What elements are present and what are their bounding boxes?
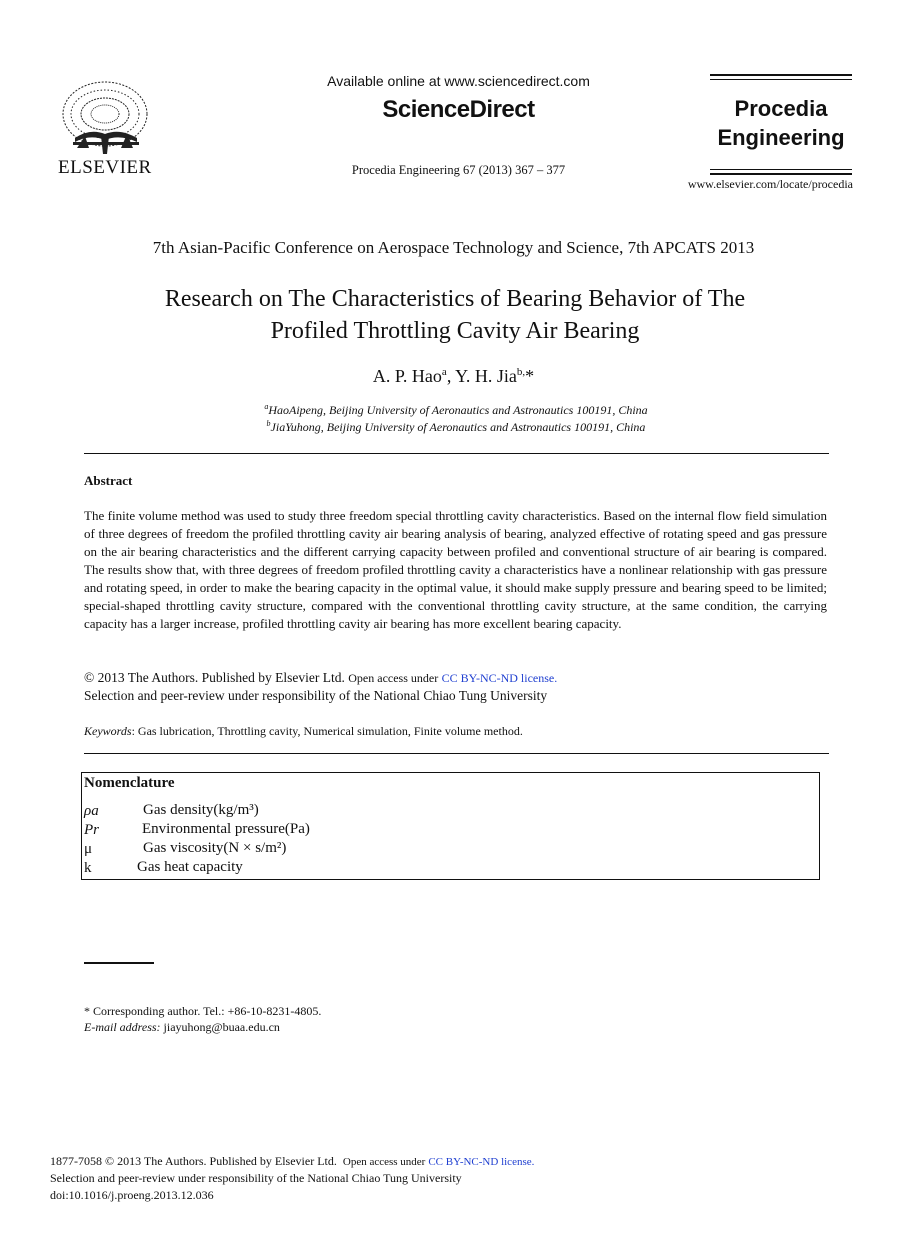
nomenclature-definition: Gas density(kg/m³) <box>143 802 259 818</box>
author-email: E-mail address: jiayuhong@buaa.edu.cn <box>84 1020 280 1034</box>
nomenclature-symbol: k <box>84 860 92 876</box>
footer-license-link[interactable]: CC BY-NC-ND license. <box>428 1156 535 1168</box>
conference-name: 7th Asian-Pacific Conference on Aerospace Technology and Science, 7th APCATS 2013 <box>152 238 755 257</box>
nomenclature-definition: Environmental pressure(Pa) <box>142 821 310 837</box>
corresponding-author: * Corresponding author. Tel.: +86-10-8231-4805. <box>84 1004 322 1018</box>
available-online: Available online at www.sciencedirect.com <box>327 73 590 89</box>
platform-name: ScienceDirect <box>382 96 535 123</box>
nomenclature-symbol: Pr <box>84 822 99 838</box>
footer-review: Selection and peer-review under responsibility of the National Chiao Tung University <box>50 1171 462 1185</box>
keywords: Keywords: Gas lubrication, Throttling cavity, Numerical simulation, Finite volume method. <box>84 724 523 738</box>
nomenclature-definition: Gas heat capacity <box>137 859 243 875</box>
publisher-name: ELSEVIER <box>58 157 152 178</box>
license-link[interactable]: CC BY-NC-ND license. <box>441 671 558 685</box>
footnote-rule <box>84 962 154 964</box>
section-divider <box>84 453 829 454</box>
affiliation: $^b$JiaYuhong, Beijing University of Aeronautics and Astronautics 100191, China <box>266 419 646 434</box>
journal-rule <box>710 74 852 76</box>
nomenclature-heading: Nomenclature <box>84 775 175 791</box>
affiliation: $^a$HaoAipeng, Beijing University of Aeronautics and Astronautics 100191, China <box>264 402 648 417</box>
section-divider <box>84 753 829 754</box>
journal-title: Procedia Engineering <box>717 96 845 150</box>
abstract-heading: Abstract <box>84 473 133 488</box>
nomenclature-definition: Gas viscosity(N × s/m²) <box>143 840 287 856</box>
doi[interactable]: doi:10.1016/j.proeng.2013.12.036 <box>50 1188 214 1202</box>
paper-title: Research on The Characteristics of Bearing Behavior of The Profiled Throttling Cavity Air Bearing <box>164 286 746 344</box>
footer-copyright: 1877-7058 © 2013 The Authors. Published by Elsevier Ltd. Open access under CC BY-NC-ND license. <box>50 1154 535 1168</box>
journal-rule <box>710 79 852 80</box>
nomenclature-symbol: μ <box>84 841 93 857</box>
journal-citation: Procedia Engineering 67 (2013) 367 – 377 <box>351 163 566 177</box>
copyright-notice: © 2013 The Authors. Published by Elsevier Ltd. Open access under CC BY-NC-ND license. Selection and peer-review under responsibility of the National Chiao Tung University <box>84 670 558 703</box>
abstract-text: The finite volume method was used to study three freedom special throttling cavity characteristics. Based on the internal flow field simulation of three degrees of freedom the profiled throttling cavity air bearing analysis of bearing, analyzed effective of rotating speed and gas pressure on the air bearing characteristics and the different carrying capacity between profiled and conventional structure of air bearing is compared. The results show that, with three degrees of freedom profiled throttling cavity a characteristics have a nonlinear relationship with gas pressure and rotating speed, in order to make the bearing capacity in the optimal value, it should make supply pressure and bearing speed to be limited; special-shaped throttling cavity structure, compared with the conventional throttling cavity structure, at the same condition, the carrying capacity has a larger increase, profiled throttling cavity air bearing has more excellent bearing capacity. <box>84 508 827 631</box>
journal-rule <box>710 173 852 175</box>
nomenclature-symbol: ρa <box>84 803 99 819</box>
journal-rule <box>710 169 852 170</box>
journal-url[interactable]: www.elsevier.com/locate/procedia <box>687 177 853 191</box>
author-list: A. P. Hao$^a$, Y. H. Jia$^{b,}$* <box>372 366 535 386</box>
